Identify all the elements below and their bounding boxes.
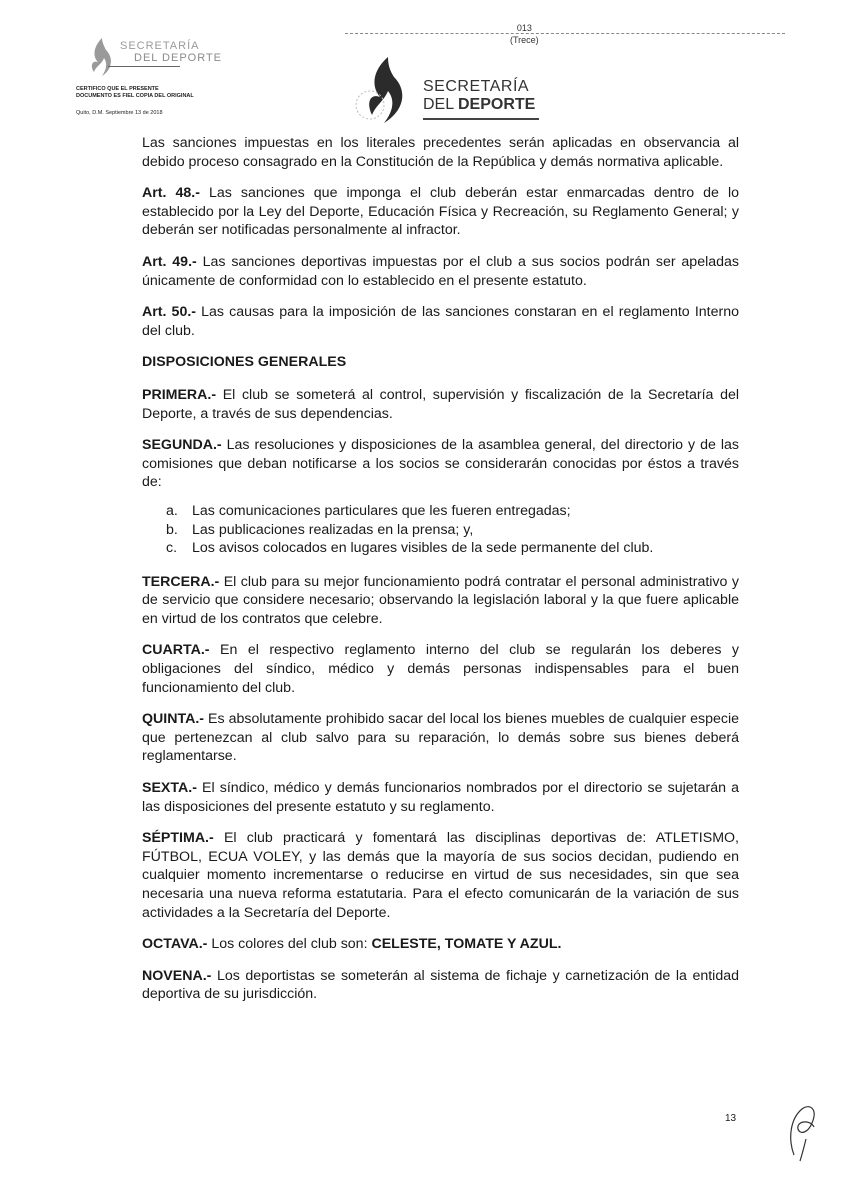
disposicion-label: NOVENA.-	[142, 967, 212, 984]
article-text: Las sanciones deportivas impuestas por el club a sus socios podrán ser apeladas únicamente de conformidad con lo establecido en el presente estatuto.	[142, 253, 739, 289]
article-label: Art. 50.-	[142, 304, 197, 321]
list-item	[142, 521, 739, 540]
article-text: Las causas para la imposición de las sanciones constaran en el reglamento Interno del club.	[142, 304, 739, 339]
stamp-title-line2: DEL DEPORTE	[134, 52, 223, 64]
disposicion-label: SÉPTIMA.-	[142, 830, 214, 847]
list-item	[142, 502, 739, 521]
stamp-signature-line	[108, 66, 180, 67]
stamp-date: Quito, D.M. Septiembre 13 de 2018	[76, 110, 163, 116]
disposicion-text: El club se someterá al control, supervisión y fiscalización de la Secretaría del Deporte, a través de sus dependencias.	[142, 386, 739, 422]
header-brand-del: DEL	[423, 96, 458, 113]
header-brand-line2	[423, 96, 535, 114]
section-heading: DISPOSICIONES GENERALES	[142, 354, 347, 371]
disposicion-label: SEXTA.-	[142, 780, 197, 797]
disposicion-text: El síndico, médico y demás funcionarios nombrados por el directorio se sujetarán a las disposiciones del presente estatuto y su reglamento.	[142, 780, 739, 815]
list-text: Las comunicaciones particulares que les fueren entregadas;	[192, 502, 571, 519]
header-brand-line1: SECRETARÍA	[423, 78, 530, 95]
folio-words: (Trece)	[510, 35, 539, 45]
document-body	[142, 134, 739, 1017]
disposicion-text: Los colores del club son:	[207, 936, 372, 953]
disposicion-label: SEGUNDA.-	[142, 437, 222, 454]
disposicion-cuarta	[142, 641, 739, 697]
article-48	[142, 184, 739, 240]
disposicion-label: CUARTA.-	[142, 642, 210, 659]
article-label: Art. 48.-	[142, 185, 200, 202]
disposicion-label: OCTAVA.-	[142, 936, 208, 953]
disposicion-tercera	[142, 573, 739, 629]
article-50	[142, 303, 739, 340]
disposicion-segunda	[142, 436, 739, 492]
stamp-flame-logo-icon	[82, 36, 122, 78]
disposicion-primera	[142, 386, 739, 423]
article-text: Las sanciones que imponga el club deberán estar enmarcadas dentro de lo establecido por la Ley del Deporte, Educación Física y Recreación, su Reglamento General; y deberán ser notificadas personalmente al infractor.	[142, 185, 739, 239]
folio-number	[510, 22, 539, 46]
disposicion-label: PRIMERA.-	[142, 386, 217, 403]
disposicion-text: En el respectivo reglamento interno del club se regularán los deberes y obligaciones del síndico, médico y demás personas indispensables para el buen funcionamiento del club.	[142, 642, 739, 696]
disposicion-text: El club practicará y fomentará las disciplinas deportivas de: ATLETISMO, FÚTBOL, ECUA VOLEY, y las demás que la mayoría de sus socios decidan, pudiendo en cualquier momento incrementarse o reducirse en virtud de sus necesidades, sin que sea necesaria una nueva reforma estatutaria. Para el efecto comunicarán de la variación de sus actividades a la Secretaría del Deporte.	[142, 830, 739, 921]
list-letter: a.	[166, 502, 178, 519]
disposicion-sexta	[142, 779, 739, 816]
folio-dashed-line	[345, 33, 785, 35]
header-brand-underline	[423, 118, 539, 120]
disposicion-label: QUINTA.-	[142, 711, 204, 728]
page-number: 13	[725, 1113, 737, 1124]
certification-stamp	[48, 30, 228, 130]
list-item	[142, 539, 739, 558]
disposicion-quinta	[142, 710, 739, 766]
folio-digits: 013	[516, 23, 532, 33]
disposicion-septima	[142, 829, 739, 922]
stamp-title-line1: SECRETARÍA	[120, 40, 200, 52]
club-colors: CELESTE, TOMATE Y AZUL.	[371, 936, 562, 953]
disposicion-octava	[142, 935, 739, 954]
header-brand-deporte: DEPORTE	[457, 96, 536, 113]
list-letter: b.	[166, 521, 178, 538]
disposicion-text: El club para su mejor funcionamiento podrá contratar el personal administrativo y de servicio que considere necesario; observando la legislación laboral y la que fuere aplicable en virtud de los contratos que celebre.	[142, 573, 739, 627]
disposicion-label: TERCERA.-	[142, 573, 220, 590]
secretaria-flame-logo-icon	[340, 55, 420, 125]
disposicion-text: Las resoluciones y disposiciones de la asamblea general, del directorio y de las comisiones que deban notificarse a los socios se considerarán conocidas por éstos a través de:	[142, 437, 739, 491]
intro-paragraph: Las sanciones impuestas en los literales precedentes serán aplicadas en observancia al debido proceso consagrado en la Constitución de la República y demás normativa aplicable.	[142, 135, 739, 170]
list-text: Los avisos colocados en lugares visibles de la sede permanente del club.	[192, 540, 654, 557]
disposicion-text: Los deportistas se someterán al sistema de fichaje y carnetización de la entidad deportiva de su jurisdicción.	[142, 967, 739, 1003]
list-text: Las publicaciones realizadas en la prensa; y,	[192, 521, 474, 538]
stamp-certification-text: CERTIFICO QUE EL PRESENTE DOCUMENTO ES FIEL COPIA DEL ORIGINAL	[76, 86, 194, 99]
disposicion-novena	[142, 967, 739, 1004]
article-49	[142, 253, 739, 290]
segunda-list	[142, 502, 739, 558]
article-label: Art. 49.-	[142, 253, 197, 270]
list-letter: c.	[166, 540, 178, 557]
handwritten-signature-icon	[780, 1095, 830, 1165]
disposicion-text: Es absolutamente prohibido sacar del local los bienes muebles de cualquier especie que pertenezcan al club salvo para su reparación, lo demás sobre sus bienes deberá reglamentarse.	[142, 711, 739, 765]
